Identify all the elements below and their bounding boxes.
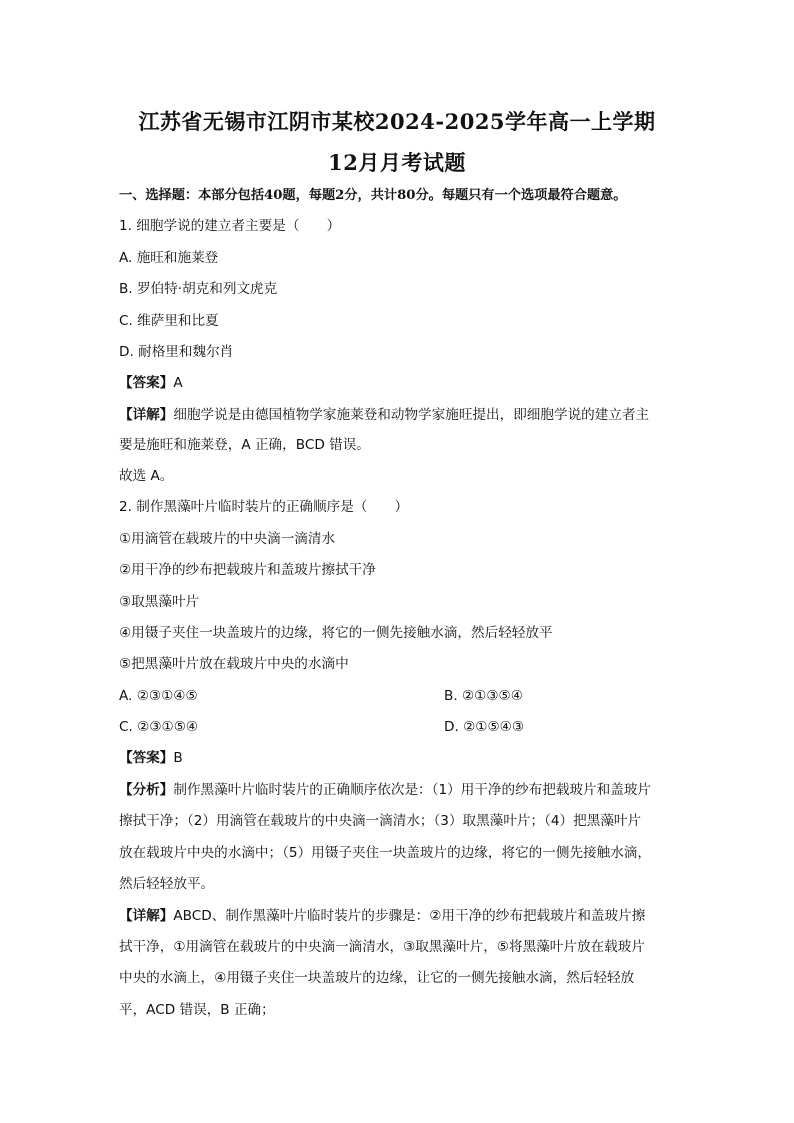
- question-2-detail-line-2: 拭干净，①用滴管在载玻片的中央滴一滴清水，③取黑藻叶片，⑤将黑藻叶片放在载玻片: [119, 939, 645, 955]
- question-2-stem: 2. 制作黑藻叶片临时装片的正确顺序是（ ）: [119, 499, 409, 515]
- question-1-option-a: A. 施旺和施莱登: [119, 250, 219, 266]
- question-2-detail-line-3: 中央的水滴上，④用镊子夹住一块盖玻片的边缘，让它的一侧先接触水滴，然后轻轻放: [119, 970, 635, 986]
- question-2-option-d: D. ②①⑤④③: [444, 719, 525, 735]
- question-2-step-5: ⑤把黑藻叶片放在载玻片中央的水滴中: [119, 656, 349, 672]
- question-2-option-b: B. ②①③⑤④: [444, 688, 523, 704]
- question-2-step-4: ④用镊子夹住一块盖玻片的边缘，将它的一侧先接触水滴，然后轻轻放平: [119, 625, 553, 641]
- question-2-analysis-line-3: 放在载玻片中央的水滴中；（5）用镊子夹住一块盖玻片的边缘，将它的一侧先接触水滴，: [119, 845, 652, 861]
- question-1-detail-line-2: 要是施旺和施莱登，A 正确，BCD 错误。: [119, 437, 370, 453]
- question-2-analysis-line-1: [119, 780, 679, 800]
- question-1-option-d: D. 耐格里和魏尔肖: [119, 344, 234, 360]
- detail-text: ABCD、制作黑藻叶片临时装片的步骤是：②用干净的纱布把载玻片和盖玻片擦: [173, 908, 646, 924]
- question-2-analysis-line-2: 擦拭干净；（2）用滴管在载玻片的中央滴一滴清水；（3）取黑藻叶片；（4）把黑藻叶片: [119, 813, 642, 829]
- document-subtitle: 12月月考试题: [328, 150, 466, 175]
- question-2-detail-line-4: 平，ACD 错误，B 正确；: [119, 1002, 275, 1018]
- document-title: 江苏省无锡市江阴市某校2024-2025学年高一上学期: [138, 109, 656, 134]
- detail-tag: 【详解】: [119, 908, 174, 924]
- question-2-option-a: A. ②③①④⑤: [119, 688, 198, 704]
- question-1-option-c: C. 维萨里和比夏: [119, 313, 219, 329]
- question-2-analysis-line-4: 然后轻轻放平。: [119, 876, 215, 892]
- detail-text: 细胞学说是由德国植物学家施莱登和动物学家施旺提出，即细胞学说的建立者主: [173, 407, 650, 423]
- question-1-option-b: B. 罗伯特·胡克和列文虎克: [119, 281, 278, 297]
- question-1-detail-line-1: [119, 405, 679, 425]
- question-2-answer: [119, 748, 679, 768]
- answer-value: A: [173, 375, 183, 391]
- question-1-conclusion: 故选 A。: [119, 468, 174, 484]
- answer-tag: 【答案】: [119, 375, 174, 391]
- detail-tag: 【详解】: [119, 407, 174, 423]
- question-2-step-3: ③取黑藻叶片: [119, 594, 200, 610]
- question-1-answer: [119, 373, 679, 393]
- answer-tag: 【答案】: [119, 750, 174, 766]
- analysis-tag: 【分析】: [119, 782, 174, 798]
- question-1-stem: 1. 细胞学说的建立者主要是（ ）: [119, 218, 341, 234]
- question-2-step-1: ①用滴管在载玻片的中央滴一滴清水: [119, 531, 336, 547]
- section-heading: 一、选择题：本部分包括40题，每题2分，共计80分。每题只有一个选项最符合题意。: [119, 188, 627, 203]
- analysis-text: 制作黑藻叶片临时装片的正确顺序依次是：（1）用干净的纱布把载玻片和盖玻片: [173, 782, 652, 798]
- question-2-step-2: ②用干净的纱布把载玻片和盖玻片擦拭干净: [119, 562, 376, 578]
- question-2-option-c: C. ②③①⑤④: [119, 719, 199, 735]
- answer-value: B: [173, 750, 183, 766]
- question-2-detail-line-1: [119, 906, 679, 926]
